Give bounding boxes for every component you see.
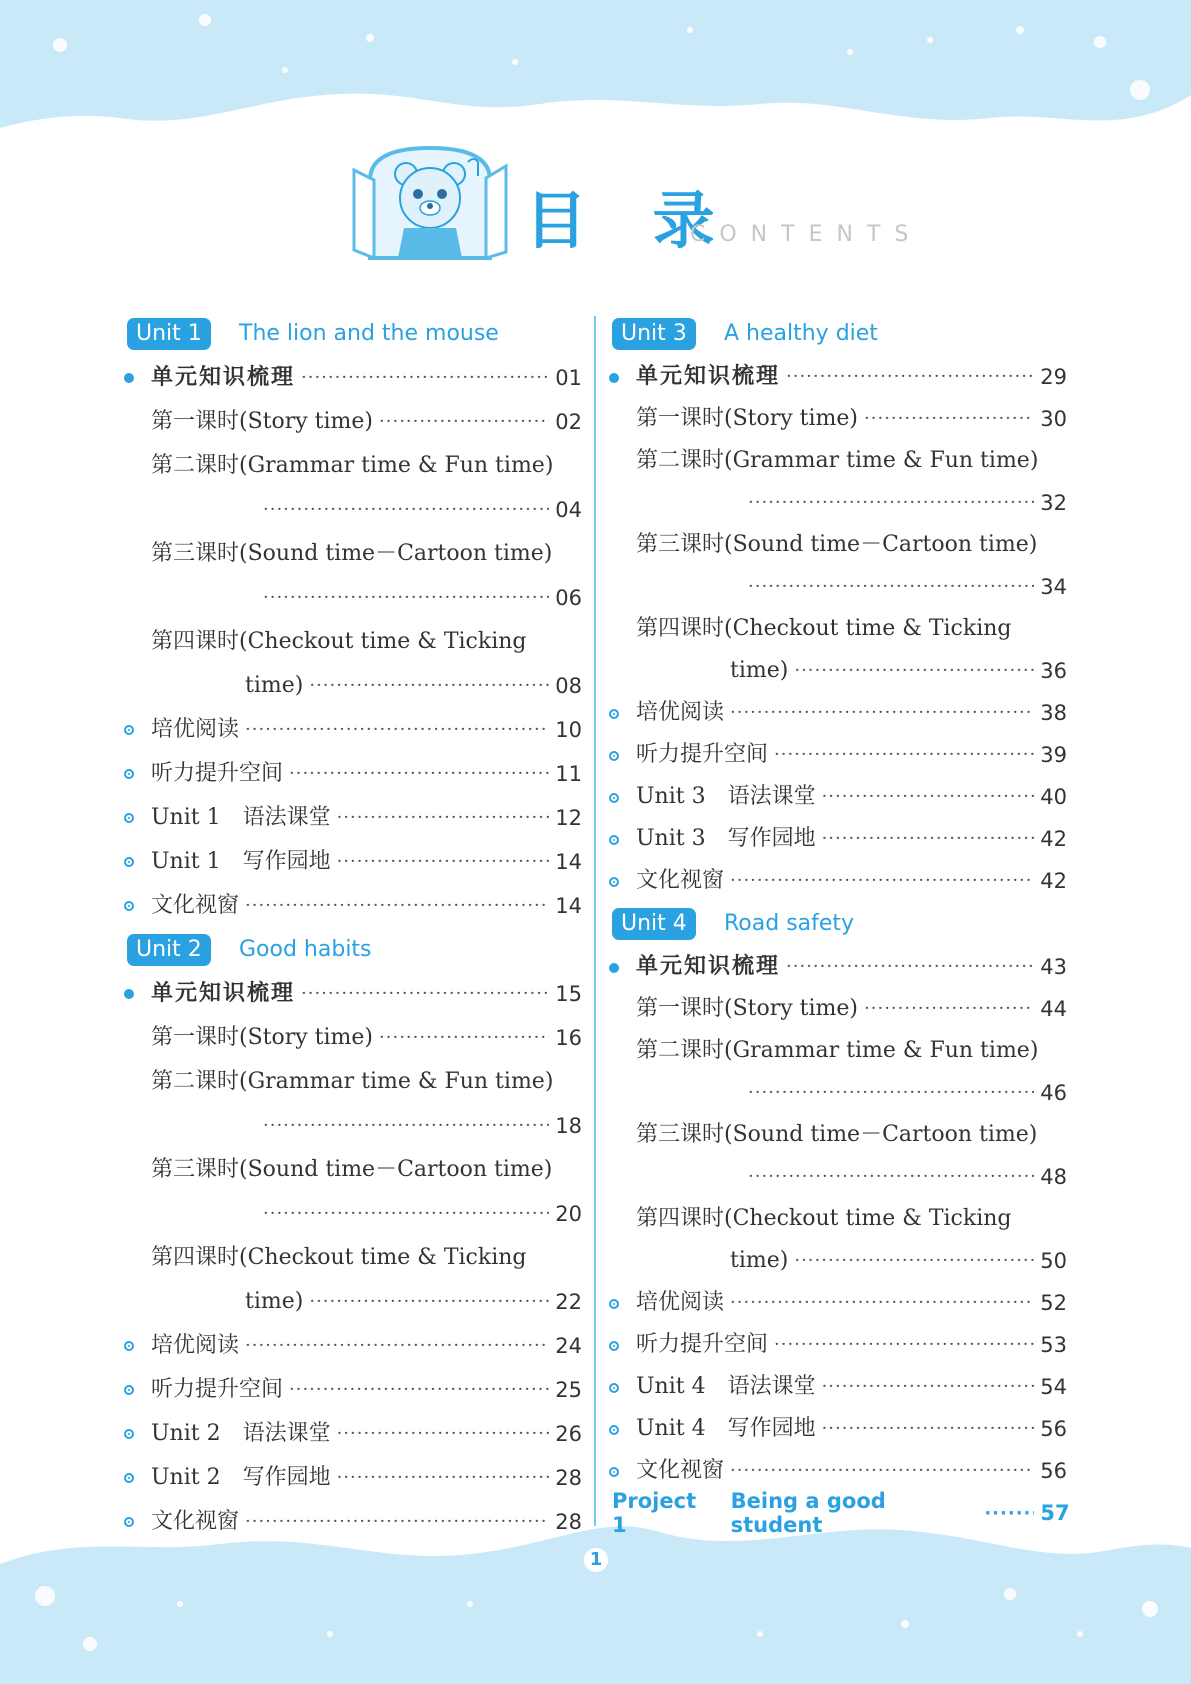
dot-leader [786, 356, 1034, 398]
page-ref: 39 [1040, 743, 1067, 767]
contents-title-cn: 目 录 [525, 184, 737, 257]
toc-entry[interactable] [127, 840, 582, 884]
entry-line [636, 1366, 1067, 1408]
toc-entry[interactable] [127, 1500, 582, 1544]
dot-leader [337, 840, 550, 884]
entry-text-continued: time) [245, 1289, 304, 1314]
entry-text: 第四课时(Checkout time & Ticking [151, 629, 527, 654]
entry-text-continued: time) [730, 1248, 789, 1273]
toc-entry[interactable] [612, 1114, 1067, 1198]
page-ref: 34 [1040, 575, 1067, 599]
toc-entry[interactable] [612, 1450, 1067, 1492]
dot-leader [337, 796, 550, 840]
page-ref: 32 [1040, 491, 1067, 515]
entry-line [636, 1450, 1067, 1492]
page-ref: 20 [555, 1202, 582, 1226]
entry-line [151, 1104, 582, 1148]
dot-leader [774, 734, 1034, 776]
entry-line [636, 946, 1067, 988]
entry-text: 第一课时(Story time) [151, 1025, 374, 1050]
entry-line [636, 650, 1067, 692]
bullet-dot-icon [609, 373, 619, 383]
dot-leader [245, 1324, 549, 1368]
toc-entry[interactable] [127, 1456, 582, 1500]
page-ref: 46 [1040, 1081, 1067, 1105]
page-ref: 44 [1040, 997, 1067, 1021]
entry-line [151, 752, 582, 796]
page-ref: 52 [1040, 1291, 1067, 1315]
dot-leader [379, 1016, 549, 1060]
entry-text: 培优阅读 [151, 1333, 240, 1358]
toc-entry[interactable] [127, 1412, 582, 1456]
entry-line [151, 1324, 582, 1368]
entry-line [636, 818, 1067, 860]
entry-text: Unit 4 语法课堂 [636, 1374, 816, 1399]
dot-leader [309, 664, 549, 708]
entry-text: 第一课时(Story time) [151, 409, 374, 434]
dot-leader [263, 1192, 549, 1236]
toc-entry[interactable] [127, 884, 582, 928]
toc-entry[interactable] [612, 440, 1067, 524]
entry-line [636, 988, 1067, 1030]
toc-entry[interactable] [612, 1324, 1067, 1366]
page-ref: 56 [1040, 1459, 1067, 1483]
dot-leader [748, 1156, 1034, 1198]
toc-entry[interactable] [127, 356, 582, 400]
unit-badge: Unit 3 [612, 318, 696, 350]
dot-leader [730, 1450, 1034, 1492]
toc-entry[interactable] [612, 988, 1067, 1030]
dot-leader [245, 708, 549, 752]
page-ref: 53 [1040, 1333, 1067, 1357]
toc-entry[interactable] [127, 708, 582, 752]
entry-text: 第一课时(Story time) [636, 406, 859, 431]
entry-text: 第三课时(Sound time－Cartoon time) [636, 532, 1038, 557]
page-ref: 18 [555, 1114, 582, 1138]
dot-leader [794, 650, 1034, 692]
page-ref: 26 [555, 1422, 582, 1446]
dot-leader [822, 776, 1035, 818]
entry-text: 听力提升空间 [151, 761, 284, 786]
entry-line [636, 398, 1067, 440]
entry-text: 第二课时(Grammar time & Fun time) [151, 453, 554, 478]
bullet-ring-icon [609, 1425, 619, 1435]
top-wave-decoration [0, 0, 1191, 160]
entry-text: 听力提升空间 [636, 1332, 769, 1357]
toc-entry[interactable] [612, 692, 1067, 734]
bullet-ring-icon [609, 751, 619, 761]
dot-leader [864, 398, 1034, 440]
toc-entry[interactable] [612, 1366, 1067, 1408]
bullet-ring-icon [609, 1467, 619, 1477]
entry-line [151, 796, 582, 840]
entry-text-continued: time) [245, 673, 304, 698]
bullet-ring-icon [609, 1341, 619, 1351]
dot-leader [301, 972, 549, 1016]
dot-leader [245, 1500, 549, 1544]
dot-leader [730, 692, 1034, 734]
entry-line [636, 1240, 1067, 1282]
toc-entry[interactable] [612, 608, 1067, 692]
entry-text: Unit 2 语法课堂 [151, 1421, 331, 1446]
toc-entry[interactable] [612, 1408, 1067, 1450]
page-ref: 50 [1040, 1249, 1067, 1273]
toc-entry[interactable] [127, 752, 582, 796]
toc-entry[interactable] [127, 1148, 582, 1236]
dot-leader [301, 356, 549, 400]
page-ref: 56 [1040, 1417, 1067, 1441]
page-ref: 10 [555, 718, 582, 742]
toc-entry[interactable] [127, 532, 582, 620]
bullet-ring-icon [124, 813, 134, 823]
dot-leader [289, 1368, 549, 1412]
toc-entry[interactable] [612, 398, 1067, 440]
entry-line [636, 1072, 1067, 1114]
bullet-ring-icon [124, 901, 134, 911]
entry-text: Unit 4 写作园地 [636, 1416, 816, 1441]
entry-text: 文化视窗 [151, 893, 240, 918]
entry-line [151, 1456, 582, 1500]
toc-entry[interactable] [127, 1324, 582, 1368]
entry-text: 第四课时(Checkout time & Ticking [151, 1245, 527, 1270]
page-ref: 11 [555, 762, 582, 786]
page-ref: 28 [555, 1466, 582, 1490]
page-ref: 43 [1040, 955, 1067, 979]
toc-entry[interactable] [127, 1368, 582, 1412]
unit-title: The lion and the mouse [239, 321, 499, 346]
entry-text: Unit 3 写作园地 [636, 826, 816, 851]
page-ref: 16 [555, 1026, 582, 1050]
unit-badge: Unit 1 [127, 318, 211, 350]
bullet-ring-icon [124, 725, 134, 735]
page-ref: 29 [1040, 365, 1067, 389]
entry-line [151, 1412, 582, 1456]
page-ref: 42 [1040, 869, 1067, 893]
unit-heading [612, 312, 1067, 354]
entry-line [636, 1408, 1067, 1450]
page-ref: 24 [555, 1334, 582, 1358]
page-ref: 28 [555, 1510, 582, 1534]
bullet-dot-icon [609, 963, 619, 973]
unit-heading [127, 312, 582, 354]
bear-mascot-icon [350, 140, 510, 265]
contents-header [350, 140, 923, 270]
entry-text: 第四课时(Checkout time & Ticking [636, 1206, 1012, 1231]
entry-line [151, 400, 582, 444]
toc-left-column [127, 312, 582, 1544]
entry-line [636, 692, 1067, 734]
entry-text: 第二课时(Grammar time & Fun time) [151, 1069, 554, 1094]
unit-heading [127, 928, 582, 970]
entry-line [636, 860, 1067, 902]
page-ref: 12 [555, 806, 582, 830]
page-ref: 22 [555, 1290, 582, 1314]
toc-entry[interactable] [612, 1282, 1067, 1324]
page-number: 1 [584, 1548, 608, 1572]
entry-text: Unit 1 写作园地 [151, 849, 331, 874]
entry-text: Unit 3 语法课堂 [636, 784, 816, 809]
unit-heading [612, 902, 1067, 944]
page-ref: 36 [1040, 659, 1067, 683]
dot-leader [822, 1366, 1035, 1408]
entry-text: 文化视窗 [151, 1509, 240, 1534]
dot-leader [822, 1408, 1035, 1450]
entry-text: 第二课时(Grammar time & Fun time) [636, 448, 1039, 473]
dot-leader [730, 1282, 1034, 1324]
entry-line [151, 1016, 582, 1060]
bullet-ring-icon [609, 1383, 619, 1393]
page-ref: 14 [555, 850, 582, 874]
entry-line [151, 664, 582, 708]
project-entry[interactable] [612, 1489, 1070, 1537]
entry-line [636, 356, 1067, 398]
dot-leader [263, 1104, 549, 1148]
entry-line [636, 776, 1067, 818]
entry-text: 听力提升空间 [636, 742, 769, 767]
toc-entry[interactable] [127, 400, 582, 444]
entry-text: 第二课时(Grammar time & Fun time) [636, 1038, 1039, 1063]
dot-leader [379, 400, 549, 444]
entry-text: Unit 1 语法课堂 [151, 805, 331, 830]
dot-leader [730, 860, 1034, 902]
toc-entry[interactable] [612, 734, 1067, 776]
unit-badge: Unit 2 [127, 934, 211, 966]
dot-leader [337, 1412, 550, 1456]
dot-leader [748, 482, 1034, 524]
entry-text: 文化视窗 [636, 1458, 725, 1483]
page-ref: 06 [555, 586, 582, 610]
toc-entry[interactable] [612, 356, 1067, 398]
page-ref: 25 [555, 1378, 582, 1402]
entry-text: 培优阅读 [151, 717, 240, 742]
entry-line [636, 734, 1067, 776]
bullet-dot-icon [124, 989, 134, 999]
bullet-ring-icon [124, 1385, 134, 1395]
page-ref: 38 [1040, 701, 1067, 725]
page-ref: 30 [1040, 407, 1067, 431]
page-ref: 01 [555, 366, 582, 390]
page-ref: 54 [1040, 1375, 1067, 1399]
bullet-ring-icon [124, 1517, 134, 1527]
toc-entry[interactable] [612, 946, 1067, 988]
entry-line [151, 576, 582, 620]
entry-line [636, 1156, 1067, 1198]
entry-line [151, 1500, 582, 1544]
entry-text: 培优阅读 [636, 700, 725, 725]
bullet-ring-icon [609, 877, 619, 887]
entry-text: 听力提升空间 [151, 1377, 284, 1402]
toc-entry[interactable] [612, 776, 1067, 818]
entry-text: Unit 2 写作园地 [151, 1465, 331, 1490]
entry-line [151, 1192, 582, 1236]
toc-entry[interactable] [127, 796, 582, 840]
page-ref: 02 [555, 410, 582, 434]
dot-leader [864, 988, 1034, 1030]
entry-text: 第三课时(Sound time－Cartoon time) [151, 1157, 553, 1182]
unit-title: Road safety [724, 911, 855, 936]
toc-right-column [612, 312, 1070, 1537]
page-ref: 08 [555, 674, 582, 698]
page-ref: 15 [555, 982, 582, 1006]
entry-line [151, 708, 582, 752]
entry-line [636, 1282, 1067, 1324]
toc-entry[interactable] [127, 1060, 582, 1148]
entry-line [636, 1324, 1067, 1366]
dot-leader [289, 752, 549, 796]
bullet-ring-icon [124, 857, 134, 867]
project-label: Project 1 [612, 1489, 697, 1537]
entry-line [151, 884, 582, 928]
page-ref: 40 [1040, 785, 1067, 809]
project-title: Being a good student [730, 1489, 886, 1537]
entry-line [151, 356, 582, 400]
dot-leader [245, 884, 549, 928]
entry-text: 第三课时(Sound time－Cartoon time) [151, 541, 553, 566]
dot-leader [786, 946, 1034, 988]
dot-leader [263, 488, 549, 532]
bullet-ring-icon [609, 709, 619, 719]
unit-title: Good habits [239, 937, 372, 962]
column-divider [594, 316, 596, 1526]
dot-leader [774, 1324, 1034, 1366]
toc-entry[interactable] [127, 1236, 582, 1324]
entry-line [151, 972, 582, 1016]
dot-leader [794, 1240, 1034, 1282]
entry-text: 单元知识梳理 [151, 981, 296, 1006]
entry-text-continued: time) [730, 658, 789, 683]
bullet-ring-icon [609, 1299, 619, 1309]
toc-entry[interactable] [612, 1030, 1067, 1114]
entry-text: 第三课时(Sound time－Cartoon time) [636, 1122, 1038, 1147]
bullet-ring-icon [609, 793, 619, 803]
entry-text: 文化视窗 [636, 868, 725, 893]
dot-leader [984, 1503, 1034, 1524]
entry-text: 单元知识梳理 [636, 954, 781, 979]
toc-entry[interactable] [612, 1198, 1067, 1282]
toc-entry[interactable] [127, 1016, 582, 1060]
entry-line [151, 840, 582, 884]
toc-entry[interactable] [612, 860, 1067, 902]
unit-title: A healthy diet [724, 321, 878, 346]
unit-badge: Unit 4 [612, 908, 696, 940]
dot-leader [337, 1456, 550, 1500]
toc-entry[interactable] [127, 444, 582, 532]
entry-text: 第一课时(Story time) [636, 996, 859, 1021]
entry-line [151, 488, 582, 532]
entry-text: 单元知识梳理 [151, 365, 296, 390]
toc-entry[interactable] [612, 818, 1067, 860]
dot-leader [263, 576, 549, 620]
contents-title-en: CONTENTS [690, 222, 923, 247]
bullet-ring-icon [124, 769, 134, 779]
page-ref: 04 [555, 498, 582, 522]
entry-text: 培优阅读 [636, 1290, 725, 1315]
bullet-ring-icon [124, 1473, 134, 1483]
dot-leader [748, 566, 1034, 608]
entry-text: 单元知识梳理 [636, 364, 781, 389]
toc-entry[interactable] [612, 524, 1067, 608]
bullet-ring-icon [124, 1341, 134, 1351]
entry-text: 第四课时(Checkout time & Ticking [636, 616, 1012, 641]
page-ref: 48 [1040, 1165, 1067, 1189]
toc-entry[interactable] [127, 620, 582, 708]
page-ref: 42 [1040, 827, 1067, 851]
entry-line [151, 1368, 582, 1412]
entry-line [636, 482, 1067, 524]
entry-line [636, 566, 1067, 608]
toc-entry[interactable] [127, 972, 582, 1016]
dot-leader [309, 1280, 549, 1324]
bullet-ring-icon [609, 835, 619, 845]
bullet-dot-icon [124, 373, 134, 383]
page-ref: 14 [555, 894, 582, 918]
bullet-ring-icon [124, 1429, 134, 1439]
page-ref: 57 [1040, 1501, 1070, 1525]
entry-line [151, 1280, 582, 1324]
dot-leader [822, 818, 1035, 860]
dot-leader [748, 1072, 1034, 1114]
